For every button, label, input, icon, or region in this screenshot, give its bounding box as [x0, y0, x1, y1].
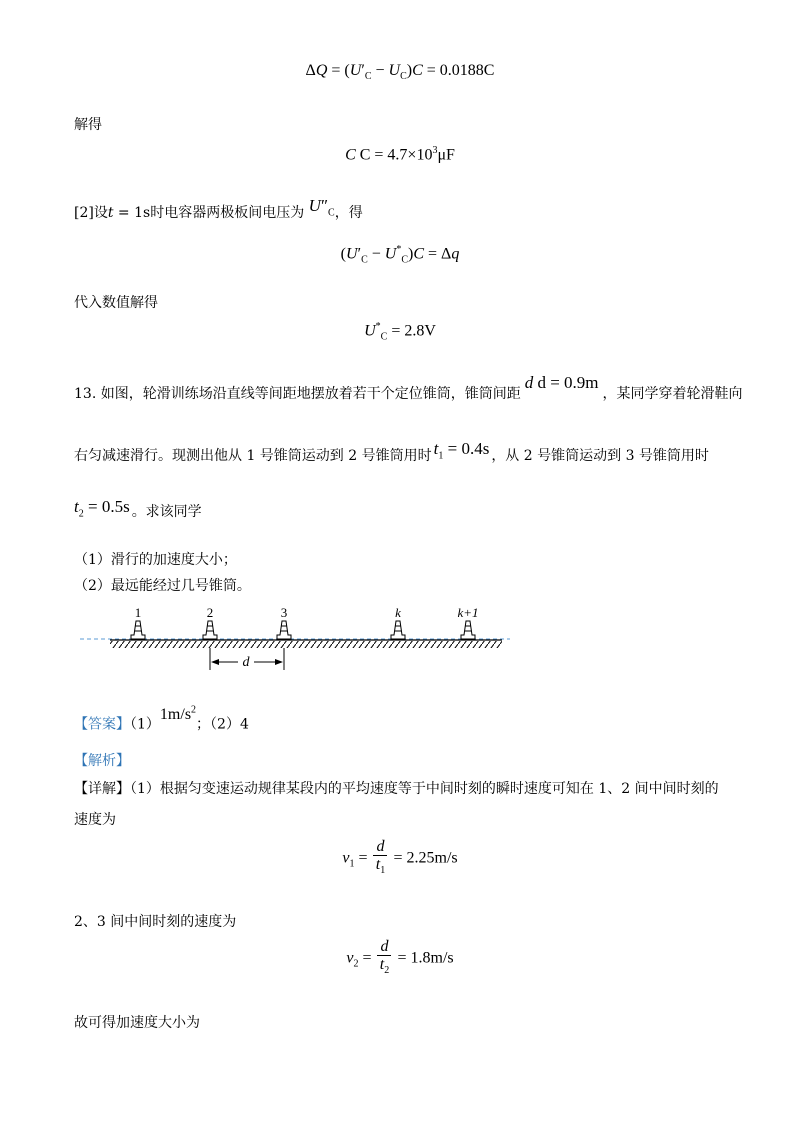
- equation-v1-value: 2.25m/s: [406, 849, 458, 867]
- p2-t: t: [107, 205, 114, 221]
- equation-capacitance-unit: μF: [437, 146, 455, 164]
- cone-label-5: k+1: [457, 605, 479, 620]
- q13-line-3: [74, 497, 202, 527]
- equation-delta-q-value: 0.0188C: [439, 62, 495, 79]
- cone-1: [131, 605, 145, 639]
- q13-sub-2: （2）最远能经过几号锥筒。: [74, 578, 251, 594]
- spacing-label: d: [242, 655, 250, 670]
- detail-line-1: [74, 780, 719, 798]
- equation-capacitance-exp: 3: [432, 145, 438, 156]
- cone-label-1: 1: [134, 605, 142, 620]
- q13-text-e: 。求该同学: [131, 504, 202, 520]
- equation-capacitance: C $C = 4.7\times 10^3\mu F$: [345, 145, 455, 164]
- equation-uc-value: $U^*_C = 2.8V$: [364, 321, 436, 343]
- cone-3: [277, 605, 291, 639]
- p2-eq: = 1s: [113, 205, 151, 221]
- q13-text-b: ，某同学穿着轮滑鞋向: [602, 386, 743, 402]
- analysis-tag: 【解析】: [74, 753, 130, 769]
- p2-rest: 时电容器两极板间电压为: [150, 205, 305, 221]
- detail-text-3: 2、3 间中间时刻的速度为: [74, 914, 237, 930]
- cone-2: [203, 605, 217, 639]
- paragraph-2: [74, 196, 363, 228]
- q13-text-d: ，从 2 号锥筒运动到 3 号锥筒用时: [491, 448, 709, 464]
- equation-3: $(U'_C - U^*_C)C = \Delta q$: [340, 244, 460, 266]
- q13-d-value: d d = 0.9m: [524, 373, 599, 392]
- equation-v1: $v_1$ = $\frac{d}{t_1}$ = 2.25m/s: [342, 838, 458, 877]
- q13-t2-text: = 0.5s: [87, 497, 130, 516]
- cone-4: [391, 605, 405, 639]
- detail-text-1: （1）根据匀变速运动规律某段内的平均速度等于中间时刻的瞬时速度可知在 1、2 间中间时刻的: [130, 781, 719, 797]
- q13-text-a: 13. 如图，轮滑训练场沿直线等间距地摆放着若干个定位锥筒，锥筒间距: [74, 386, 521, 402]
- answer-tag: 【答案】: [74, 716, 130, 733]
- p2-uc-symbol: $U''_C$: [308, 196, 335, 219]
- q13-line-1: [74, 373, 743, 403]
- cone-label-3: 3: [280, 605, 288, 620]
- equation-delta-q: $\Delta Q = (U'_C - U_C)C = 0.0188C$: [305, 62, 495, 83]
- text-jiede-1: 解得: [74, 117, 102, 133]
- q13-text-c: 右匀减速滑行。现测出他从 1 号锥筒运动到 2 号锥筒用时: [74, 448, 432, 464]
- q13-sub-1: （1）滑行的加速度大小；: [74, 552, 237, 568]
- ground-hatch: [110, 641, 502, 648]
- spacing-marker: [210, 648, 284, 670]
- equation-v2: $v_2$ = $\frac{d}{t_2}$ = 1.8m/s: [346, 938, 454, 977]
- detail-tag: 【详解】: [74, 781, 130, 797]
- q13-d-text: d = 0.9m: [537, 373, 599, 392]
- equation-uc-value-num: 2.8V: [404, 322, 436, 340]
- cone-5: [457, 605, 478, 639]
- q13-line-2: [74, 439, 709, 471]
- detail-text-4: 故可得加速度大小为: [74, 1015, 200, 1031]
- cone-label-2: 2: [206, 605, 214, 620]
- answer-part-1: （1）: [130, 716, 160, 733]
- p2-end: ，得: [334, 205, 363, 221]
- detail-text-2: 速度为: [74, 812, 116, 828]
- q13-t1: $t_1 = 0.4s$: [433, 439, 490, 462]
- text-dairu: 代入数值解得: [74, 295, 158, 311]
- cone-label-4: k: [395, 605, 401, 620]
- equation-v2-value: 1.8m/s: [410, 949, 454, 967]
- q13-t1-text: = 0.4s: [447, 439, 490, 458]
- answer-part-2: ；（2）4: [196, 716, 249, 733]
- answer-line: [74, 705, 249, 733]
- answer-value-1-text: 1m/s: [159, 706, 192, 724]
- equation-capacitance-lhs: C = 4.7×10: [359, 146, 433, 164]
- cone-figure: [80, 604, 520, 674]
- p2-prefix: [2]设: [74, 205, 108, 221]
- q13-t2: $t_2 = 0.5s$: [74, 497, 130, 520]
- answer-value-1: $1m/s^2$: [159, 705, 197, 724]
